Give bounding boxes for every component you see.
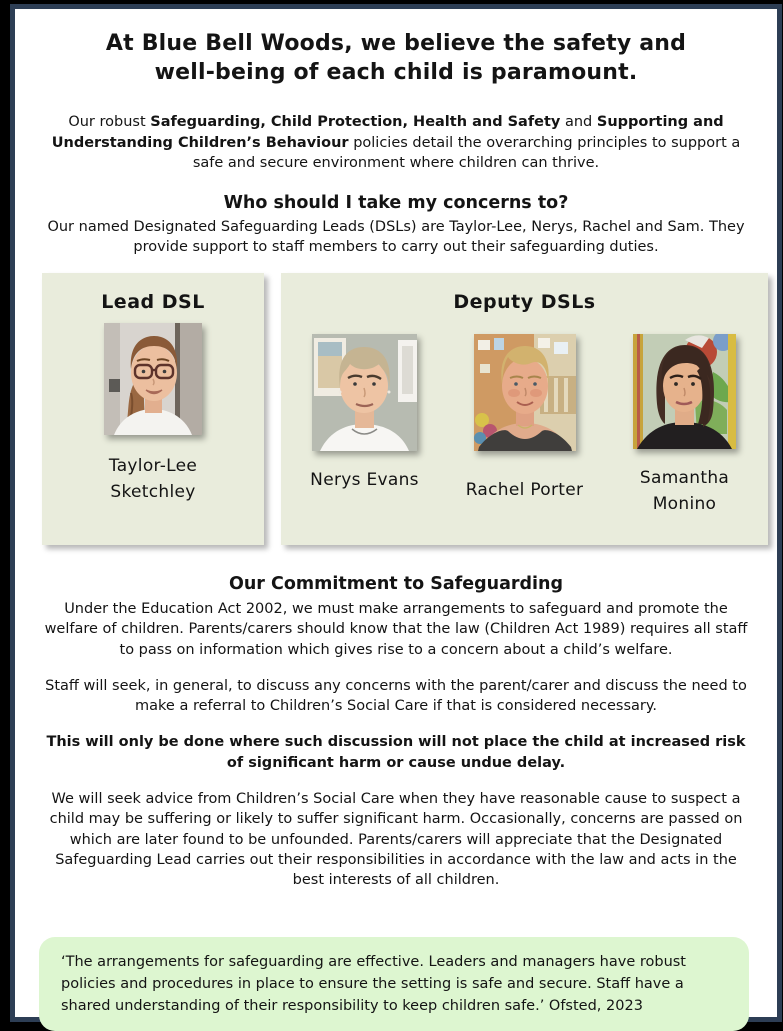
commitment-paragraph-1: Under the Education Act 2002, we must make arrangements to safeguard and promote the welfare of children. Parents/carers should know that the law (Children Act 1989) requires all staff to pass on information which gives rise to a concern about a child’s welfare.: [44, 600, 748, 658]
ofsted-quote-box: ‘The arrangements for safeguarding are effective. Leaders and managers have robust policies and procedures in place to ensure the setting is safe and secure. Staff have a shared understanding of their responsibility to keep children safe.’ Ofsted, 2023: [39, 937, 749, 1031]
dsl-cards-row: [42, 273, 777, 545]
deputy-dsls-card-title: Deputy DSLs: [453, 290, 596, 313]
deputy-nerys-name: Nerys Evans: [310, 469, 419, 490]
lead-dsl-card-title: Lead DSL: [101, 290, 205, 313]
intro-paragraph: [45, 112, 747, 174]
intro-text: Our robust: [68, 114, 151, 131]
nerys-portrait-photo: [312, 334, 417, 451]
intro-text: and: [560, 114, 597, 131]
commitment-paragraph-3: This will only be done where such discussion will not place the child at increased risk of significant harm or cause undue delay.: [46, 734, 746, 771]
page-title: [15, 29, 777, 87]
intro-bold-policies-1: Safeguarding, Child Protection, Health and Safety: [150, 114, 561, 131]
document-page: [10, 4, 782, 1022]
deputy-samantha-name: Samantha Monino: [639, 467, 730, 515]
commitment-heading: Our Commitment to Safeguarding: [228, 573, 564, 594]
deputy-dsls-card: [281, 273, 768, 545]
lead-dsl-name: Taylor-Lee Sketchley: [108, 455, 198, 503]
page-title-line1: At Blue Bell Woods, we believe the safety and: [105, 31, 687, 56]
lead-dsl-card: [42, 273, 264, 545]
samantha-portrait-photo: [633, 334, 736, 449]
concerns-paragraph: Our named Designated Safeguarding Leads (DSLs) are Taylor-Lee, Nerys, Rachel and Sam. They provide support to staff members to carry out their safeguarding duties.: [47, 218, 745, 256]
deputy-rachel: [457, 324, 593, 518]
concerns-heading: Who should I take my concerns to?: [223, 192, 569, 213]
intro-text: policies detail the overarching principles to support a safe and secure environment where children can thrive.: [192, 134, 741, 172]
intro-bold-policies-2: Supporting and Understanding Children’s Behaviour: [51, 114, 724, 151]
rachel-portrait-photo: [474, 334, 576, 451]
deputy-rachel-name: Rachel Porter: [465, 479, 584, 500]
taylor-lee-portrait-photo: [104, 323, 202, 435]
page-title-line2: well-being of each child is paramount.: [154, 60, 638, 86]
deputy-photos-row: [281, 324, 768, 518]
deputy-nerys: [297, 324, 433, 518]
commitment-paragraph-4: We will seek advice from Children’s Social Care when they have reasonable cause to suspect a child may be suffering or likely to suffer significant harm. Occasionally, concerns are passed on which are later found to be unfounded. Parents/carers will appreciate that the Designated Safeguarding Lead carries out their responsibilities in accordance with the law and acts in the best interests of all children.: [49, 791, 743, 889]
commitment-paragraph-2: Staff will seek, in general, to discuss any concerns with the parent/carer and discuss the need to make a referral to Children’s Social Care if that is considered necessary.: [45, 677, 747, 715]
deputy-samantha: [617, 324, 753, 518]
